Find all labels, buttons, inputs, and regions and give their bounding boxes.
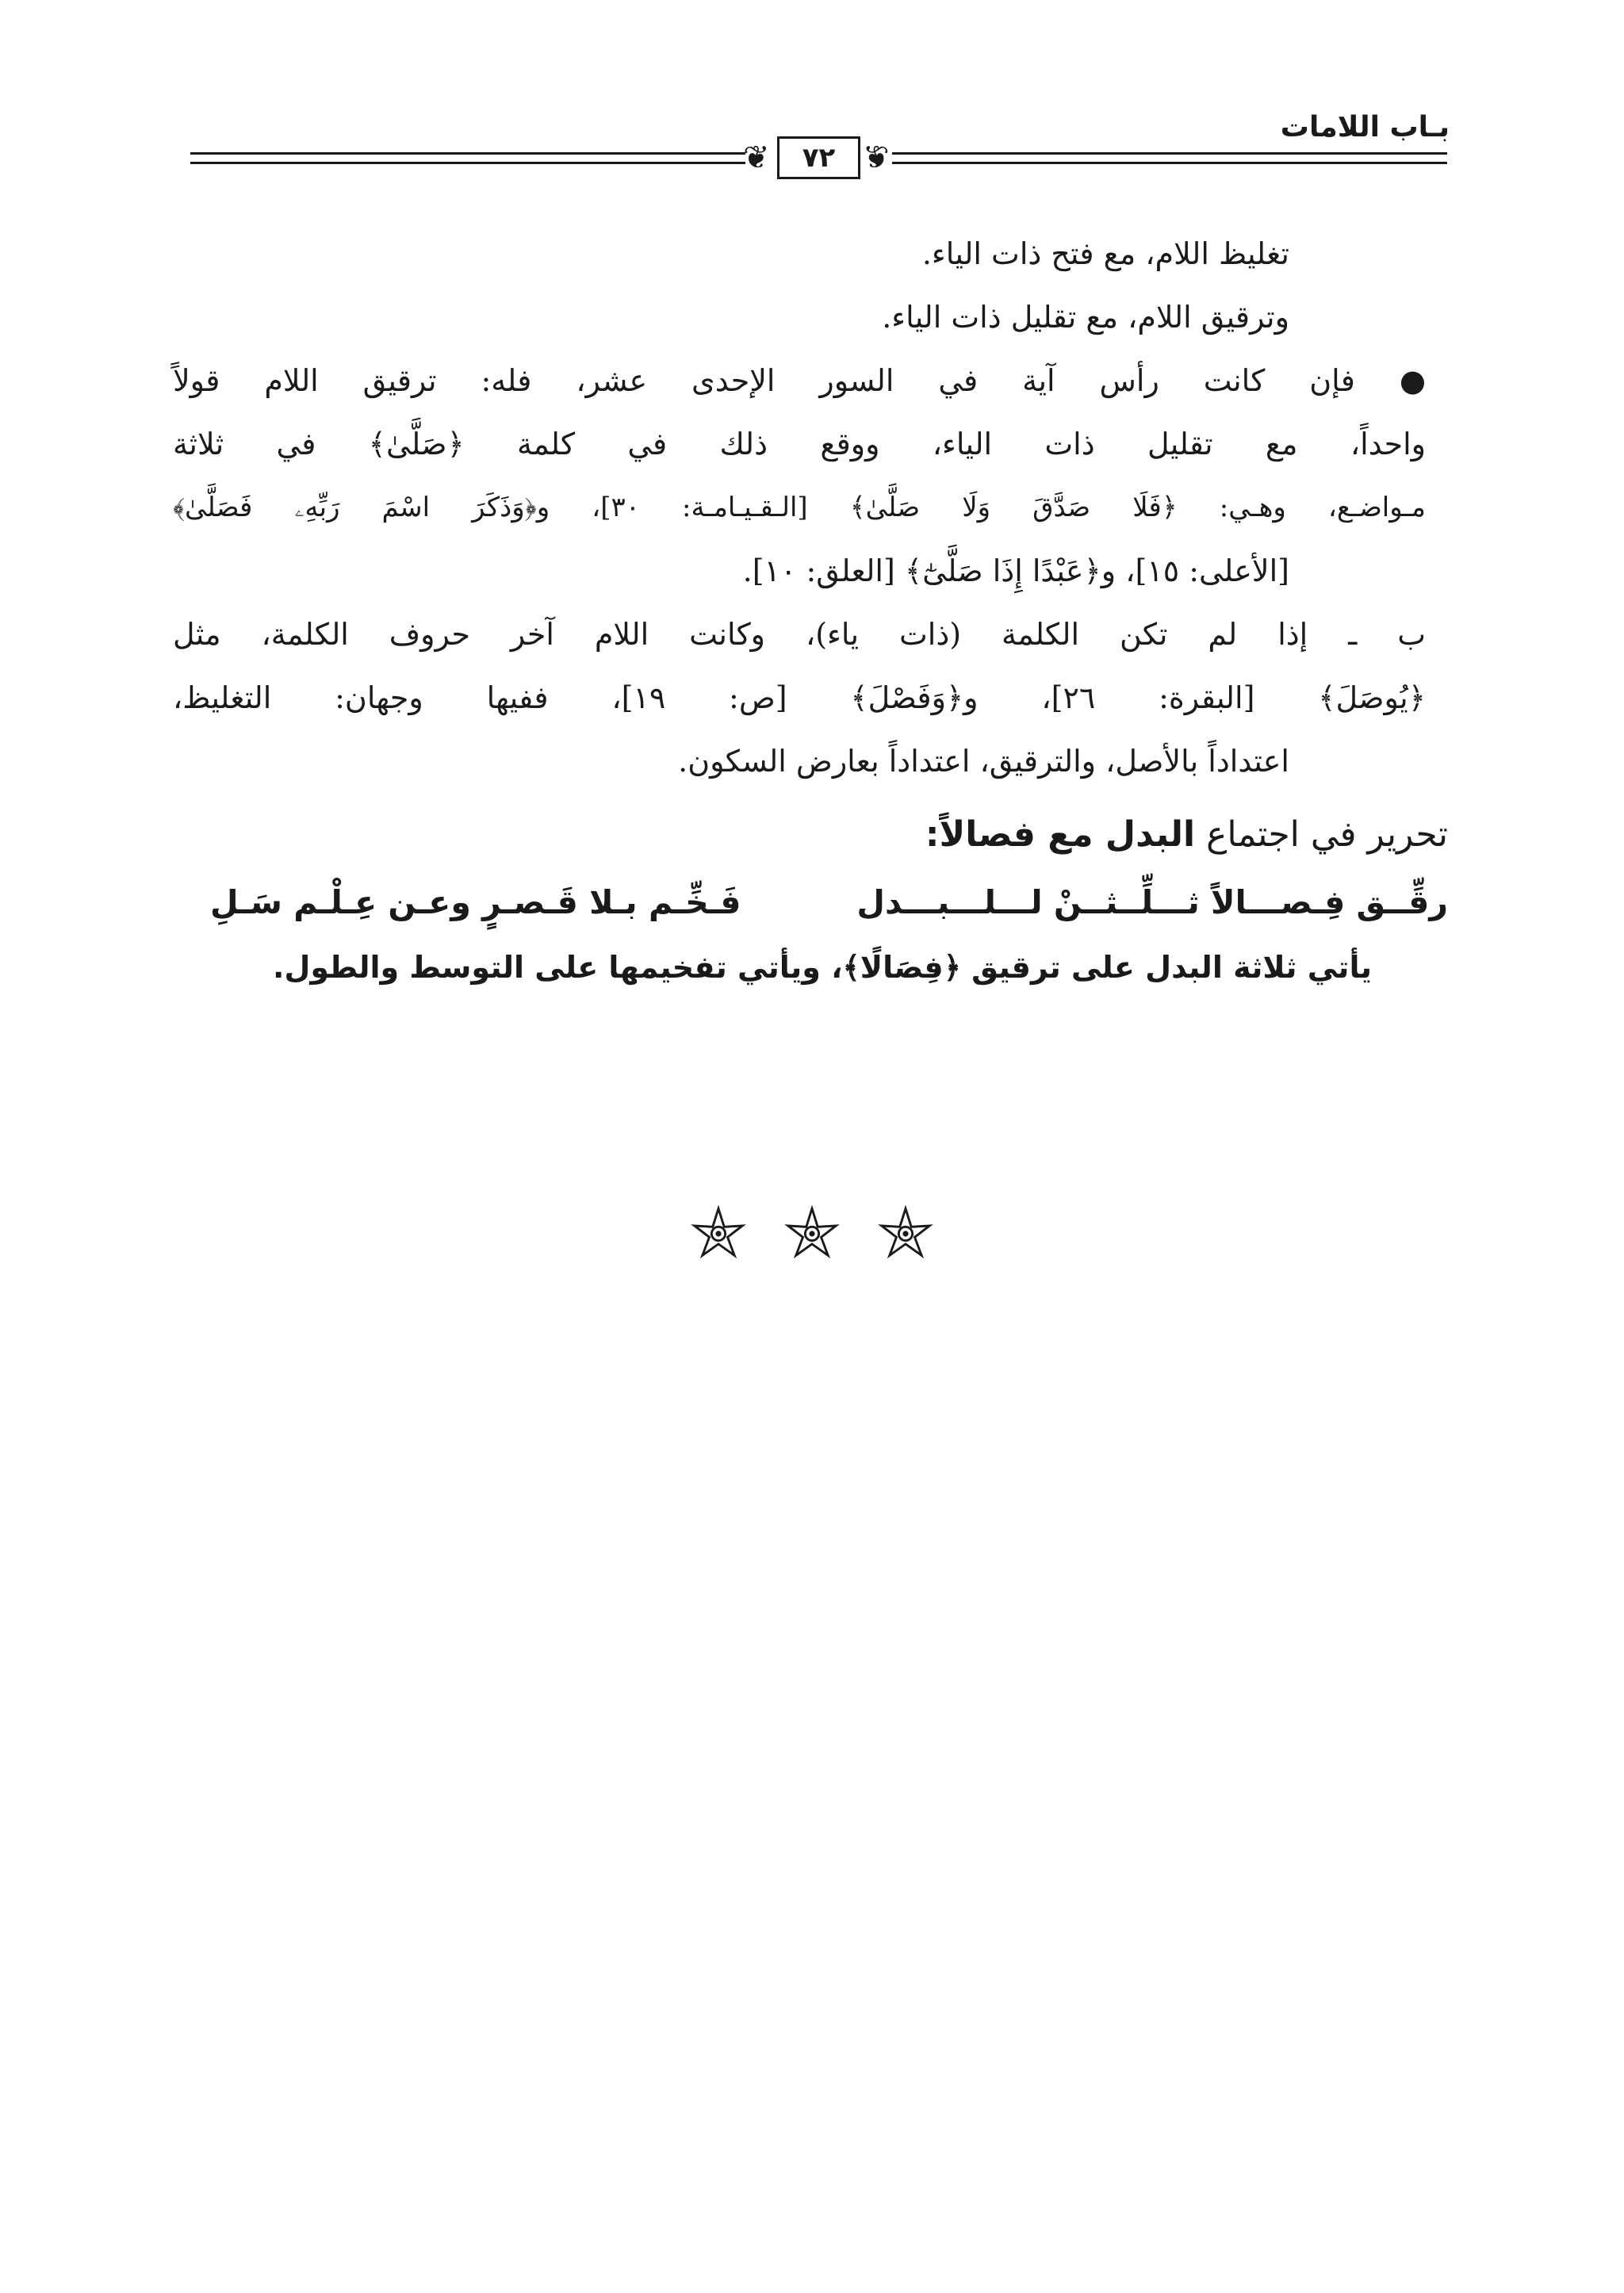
body-line-9: اعتداداً بالأصل، والترقيق، اعتداداً بعارض السكون. [678, 744, 1289, 779]
page-number-left-flourish-icon: ❦ [743, 140, 770, 176]
body-line-6: [الأعلى: ١٥]، و﴿عَبْدًا إِذَا صَلَّىٰٓ﴾ [العلق: ١٠]. [742, 553, 1289, 588]
body-line-8: ﴿يُوصَلَ﴾ [البقرة: ٢٦]، و﴿وَفَصْلَ﴾ [ص: ١٩]، ففيها وجهان: التغليظ، [173, 680, 1426, 715]
body-line-3: ● فإن كانت رأس آية في السور الإحدى عشر، فله: ترقيق اللام قولاً [173, 363, 1426, 398]
summary-line: يأتي ثلاثة البدل على ترقيق ﴿فِصَالًا﴾، ويأتي تفخيمها على التوسط والطول. [272, 950, 1372, 985]
star-ornament-icon [690, 1205, 747, 1262]
body-line-4: واحداً، مع تقليل ذات الياء، ووقع ذلك في كلمة ﴿صَلَّىٰ﴾ في ثلاثة [173, 427, 1426, 461]
page-number-right-flourish-icon: ❦ [863, 140, 890, 176]
body-line-7: ب ـ إذا لم تكن الكلمة (ذات ياء)، وكانت اللام آخر حروف الكلمة، مثل [173, 617, 1426, 652]
section-heading-bold: البدل مع فصالاً [939, 814, 1196, 855]
header-rule-left-top [190, 152, 745, 155]
body-line-5: مـواضـع، وهـي: ﴿فَلَا صَدَّقَ وَلَا صَلَّىٰ﴾ [الـقـيـامـة: ٣٠]، و﴿وَذَكَرَ اسْمَ رَبِّهِۦ فَصَلَّىٰ﴾ [173, 492, 1426, 523]
body-line-2: وترقيق اللام، مع تقليل ذات الياء. [882, 300, 1289, 335]
verse-second-hemistich: فَـخِّـم بـلا قَـصـرٍ وعـن عِـلْـم سَـلِ [210, 883, 741, 921]
section-heading-text: تحرير في اجتماع [1195, 814, 1448, 855]
header-rule-left-bottom [190, 162, 745, 164]
star-ornament-icon [877, 1205, 934, 1262]
header-rule-right-top [892, 152, 1447, 155]
body-line-1: تغليظ اللام، مع فتح ذات الياء. [921, 236, 1289, 271]
verse-first-hemistich: رقِّــق فِـصـــالاً ثـــلِّــثــنْ لـــلـــبـــدل [856, 883, 1448, 921]
section-heading [925, 807, 1448, 863]
section-end-ornaments [0, 1205, 1624, 1269]
chapter-title: بـاب اللامات [1280, 111, 1450, 144]
section-heading-colon: : [925, 814, 940, 855]
page-number: ٧٢ [777, 136, 860, 179]
star-ornament-icon [783, 1205, 841, 1262]
header-rule-right-bottom [892, 162, 1447, 164]
